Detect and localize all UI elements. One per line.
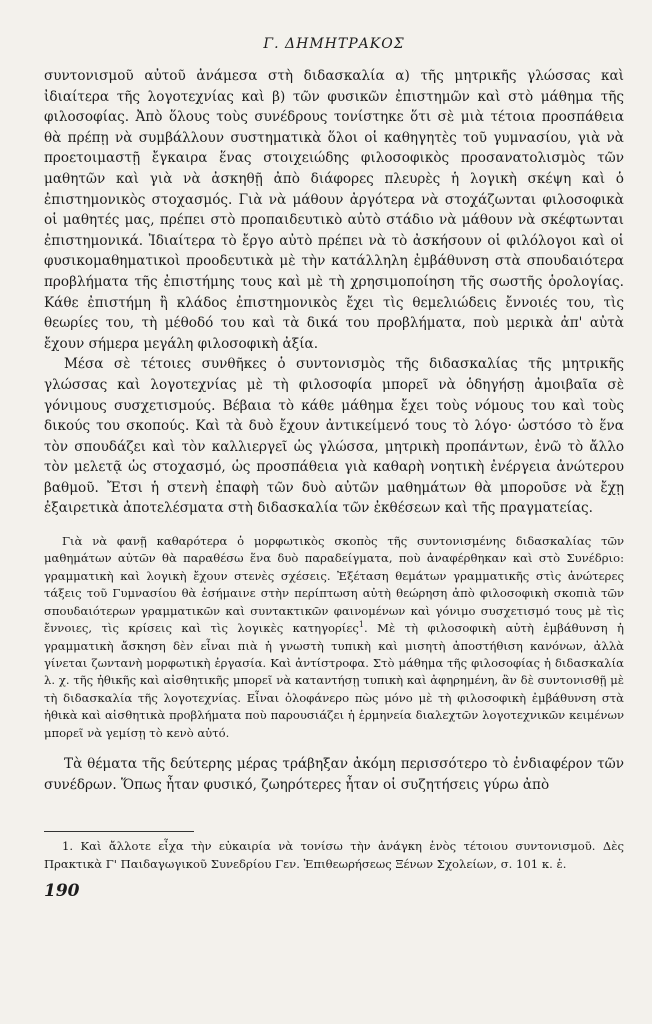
small-print-block bbox=[44, 533, 624, 742]
footnote: 1. Καὶ ἄλλοτε εἶχα τὴν εὐκαιρία νὰ τονίσω τὴν ἀνάγκη ἑνὸς τέτοιου συντονισμοῦ. Δὲς Πρακτικὰ Γ' Παιδαγωγικοῦ Συνεδρίου Γεν. Ἐπιθεωρήσεως Ξένων Σχολείων, σ. 101 κ. ἑ. bbox=[44, 839, 624, 871]
page-number: 190 bbox=[44, 880, 80, 901]
body-paragraph-1: συντονισμοῦ αὐτοῦ ἀνάμεσα στὴ διδασκαλία α) τῆς μητρικῆς γλώσσας καὶ ἰδιαίτερα τῆς λογοτεχνίας καὶ β) τῶν φυσικῶν ἐπιστημῶν καὶ στὸ μάθημα τῆς φιλοσοφίας. Ἀπὸ ὅλους τοὺς συνέδρους τονίστηκε ὅτι σὲ μιὰ τέτοια προσπάθεια θὰ πρέπῃ νὰ συμβάλλουν συστηματικὰ ὅλοι οἱ καθηγητὲς τοῦ γυμνασίου, γιὰ νὰ προετοιμαστῇ ἔγκαιρα ἕνας στοιχειώδης φιλοσοφικὸς προσανατολισμὸς τῶν μαθητῶν καὶ γιὰ νὰ ἀσκηθῇ ἀπὸ διάφορες πλευρὲς ἡ λογικὴ σκέψη καὶ ὁ ἐπιστημονικὸς στοχασμός. Γιὰ νὰ μάθουν ἀργότερα νὰ στοχάζωνται φιλοσοφικὰ οἱ μαθητές μας, πρέπει στὸ προπαιδευτικὸ αὐτὸ στάδιο νὰ μάθουν νὰ σκέφτωνται ἐπιστημονικά. Ἰδιαίτερα τὸ ἔργο αὐτὸ πρέπει νὰ τὸ ἀσκήσουν οἱ φιλόλογοι καὶ οἱ φυσικομαθηματικοὶ προοδευτικὰ μὲ τὴν κατάλληλη ἐμβάθυνση στὰ σπουδαιότερα προβλήματα τῆς ἐπιστήμης τους καὶ μὲ τὴ χρησιμοποίηση τῆς σωστῆς ὁρολογίας. Κάθε ἐπιστήμη ἢ κλάδος ἐπιστημονικὸς ἔχει τὶς θεμελιώδεις ἔννοιές του, τὶς θεωρίες του, τὴ μέθοδό του καὶ τὰ δικά του προβλήματα, ποὺ μερικὰ ἀπ' αὐτὰ ἔχουν σήμερα μεγάλη φιλοσοφικὴ ἀξία. bbox=[44, 68, 624, 352]
footnote-reference: 1 bbox=[358, 620, 364, 630]
small-print-text-b: . Μὲ τὴ φιλοσοφικὴ αὐτὴ ἐμβάθυνση ἡ γραμματικὴ ἄσκηση δὲν εἶναι πιὰ ἡ γνωστὴ τυπικὴ καὶ μισητὴ ἀποστήθιση κανόνων, ἀλλὰ γίνεται ζωντανὴ μορφωτικὴ ἐργασία. Καὶ ἀντίστροφα. Στὸ μάθημα τῆς φιλοσοφίας ἡ διδασκαλία λ. χ. τῆς ἠθικῆς καὶ αἰσθητικῆς μπορεῖ νὰ καταντήσῃ τυπικὴ καὶ ἀφηρημένη, ἂν δὲ συντονισθῇ μὲ τὴ διδασκαλία τῆς λογοτεχνίας. Εἶναι ὁλοφάνερο πὼς μόνο μὲ τὴ φιλοσοφικὴ ἐμβάθυνση στὰ ἠθικὰ καὶ αἰσθητικὰ προβλήματα ποὺ παρουσιάζει ἡ ἑρμηνεία διαλεχτῶν λογοτεχνικῶν κειμένων μπορεῖ νὰ γεμίσῃ τὸ κενὸ αὐτό. bbox=[44, 621, 625, 740]
body-paragraph-2: Μέσα σὲ τέτοιες συνθῆκες ὁ συντονισμὸς τῆς διδασκαλίας τῆς μητρικῆς γλώσσας καὶ λογοτεχνίας μὲ τὴ φιλοσοφία μπορεῖ νὰ ὁδηγήσῃ ἀμοιβαῖα σὲ γόνιμους συσχετισμούς. Βέβαια τὸ κάθε μάθημα ἔχει τοὺς νόμους του καὶ τοὺς δικούς του σκοπούς. Καὶ τὰ δυὸ ἔχουν ἀντικείμενό τους τὸ λόγο· ὡστόσο τὸ ἕνα τὸν σπουδάζει καὶ τὸν καλλιεργεῖ ὡς γλώσσα, μητρικὴ προπάντων, ἐνῶ τὸ ἄλλο τὸν μελετᾷ ὡς στοχασμό, ὡς προσπάθεια γιὰ καθαρὴ νοητικὴ ἐνέργεια ἀνώτερου βαθμοῦ. Ἔτσι ἡ στενὴ ἐπαφὴ τῶν δυὸ αὐτῶν μαθημάτων θὰ μποροῦσε νὰ ἔχῃ ἐξαιρετικὰ ἀποτελέσματα στὴ διδασκαλία τῶν ἐκθέσεων καὶ τῆς πραγματείας. bbox=[44, 356, 624, 517]
running-head: Γ. ΔΗΜΗΤΡΑΚΟΣ bbox=[263, 36, 405, 52]
small-print-text-a: Γιὰ νὰ φανῇ καθαρότερα ὁ μορφωτικὸς σκοπὸς τῆς συντονισμένης διδασκαλίας τῶν μαθημάτων αὐτῶν θὰ παραθέσω ἕνα δυὸ παραδείγματα, ποὺ ἀναφέρθηκαν καὶ στὸ Συνέδριο: γραμματικὴ καὶ λογικὴ ἔχουν στενὲς σχέσεις. Ἐξέταση θεμάτων γραμματικῆς στὶς ἀνώτερες τάξεις τοῦ Γυμνασίου θὰ ἐσήμαινε στὴν περίπτωση αὐτὴ θεώρηση ἀπὸ φιλοσοφικὴ σκοπιὰ τῶν σπουδαιότερων γραμματικῶν καὶ συντακτικῶν φαινομένων καὶ γόνιμο συσχετισμό τους μὲ τὶς ἔννοιες, τὶς κρίσεις καὶ τὶς λογικὲς κατηγορίες bbox=[44, 534, 624, 636]
footnote-divider bbox=[44, 831, 194, 832]
body-paragraph-3: Τὰ θέματα τῆς δεύτερης μέρας τράβηξαν ἀκόμη περισσότερο τὸ ἐνδιαφέρον τῶν συνέδρων. Ὅπως ἦταν φυσικό, ζωηρότερες ἦταν οἱ συζητήσεις γύρω ἀπὸ bbox=[44, 755, 624, 793]
